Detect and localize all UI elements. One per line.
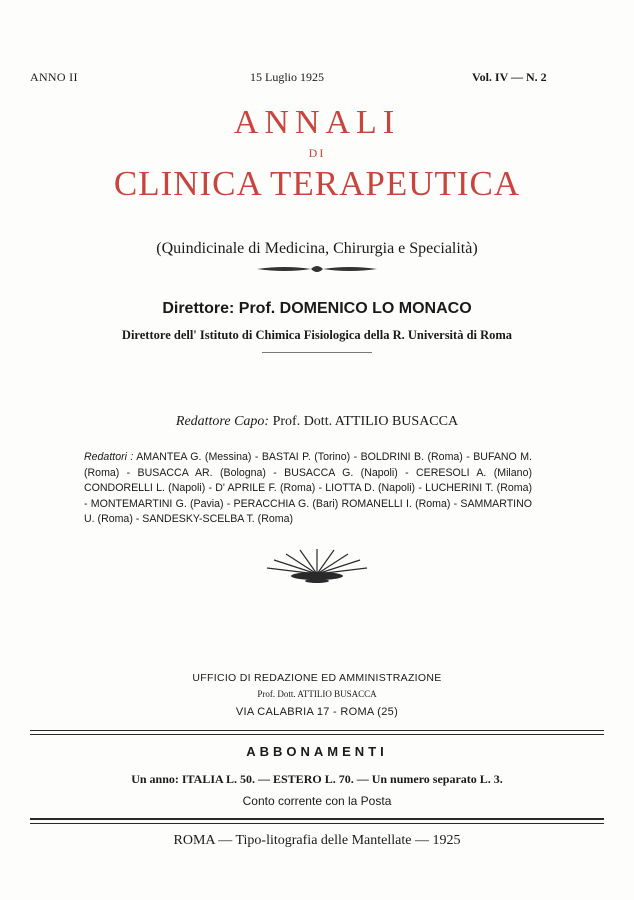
- direttore-info: Direttore dell' Istituto di Chimica Fisiologica della R. Università di Roma: [121, 328, 513, 342]
- direttore: Direttore: Prof. DOMENICO LO MONACO: [162, 300, 472, 317]
- header-anno: ANNO II: [30, 70, 78, 84]
- flourish-ornament-icon: [255, 262, 379, 276]
- redattori-list: AMANTEA G. (Messina) - BASTAI P. (Torino) - BOLDRINI B. (Roma) - BUFANO M. (Roma) - BUSACCA AR. (Bologna) - BUSACCA G. (Napoli) - CERESOLI A. (Milano) CONDORELLI L. (Napoli) - D' APRILE F. (Roma) - LIOTTA D. (Napoli) - LUCHERINI T. (Roma) - MONTEMARTINI G. (Pavia) - PERACCHIA G. (Bari) ROMANELLI I. (Roma) - SAMMARTINO U. (Roma) - SANDESKY-SCELBA T. (Roma): [84, 451, 532, 525]
- title-clinica-terapeutica: CLINICA TERAPEUTICA: [113, 164, 521, 203]
- divider: [262, 352, 372, 353]
- ufficio-address: VIA CALABRIA 17 - ROMA (25): [235, 706, 399, 718]
- redattori-block: [84, 450, 532, 528]
- divider: [30, 823, 604, 824]
- abbonamenti-title: ABBONAMENTI: [246, 744, 388, 759]
- redattori-label: Redattori :: [84, 451, 134, 463]
- redattore-capo-label: Redattore Capo:: [175, 414, 270, 429]
- redattore-capo: [0, 414, 634, 430]
- subtitle: (Quindicinale di Medicina, Chirurgia e Specialità): [156, 240, 478, 257]
- ufficio-prof: Prof. Dott. ATTILIO BUSACCA: [257, 689, 377, 699]
- tipografia: ROMA — Tipo-litografia delle Mantellate — 1925: [173, 833, 461, 848]
- fan-ornament-icon: [262, 548, 372, 584]
- redattore-capo-name: Prof. Dott. ATTILIO BUSACCA: [272, 414, 459, 429]
- divider: [30, 730, 604, 731]
- divider: [30, 734, 604, 735]
- divider: [30, 818, 604, 820]
- conto-corrente: Conto corrente con la Posta: [242, 794, 392, 808]
- ufficio-title: UFFICIO DI REDAZIONE ED AMMINISTRAZIONE: [192, 672, 442, 684]
- title-di: DI: [308, 146, 326, 160]
- header-volume: Vol. IV — N. 2: [472, 70, 547, 84]
- title-annali: ANNALI: [233, 104, 401, 141]
- abbonamenti-prices: Un anno: ITALIA L. 50. — ESTERO L. 70. — Un numero separato L. 3.: [131, 772, 503, 786]
- header-date: 15 Luglio 1925: [250, 70, 324, 84]
